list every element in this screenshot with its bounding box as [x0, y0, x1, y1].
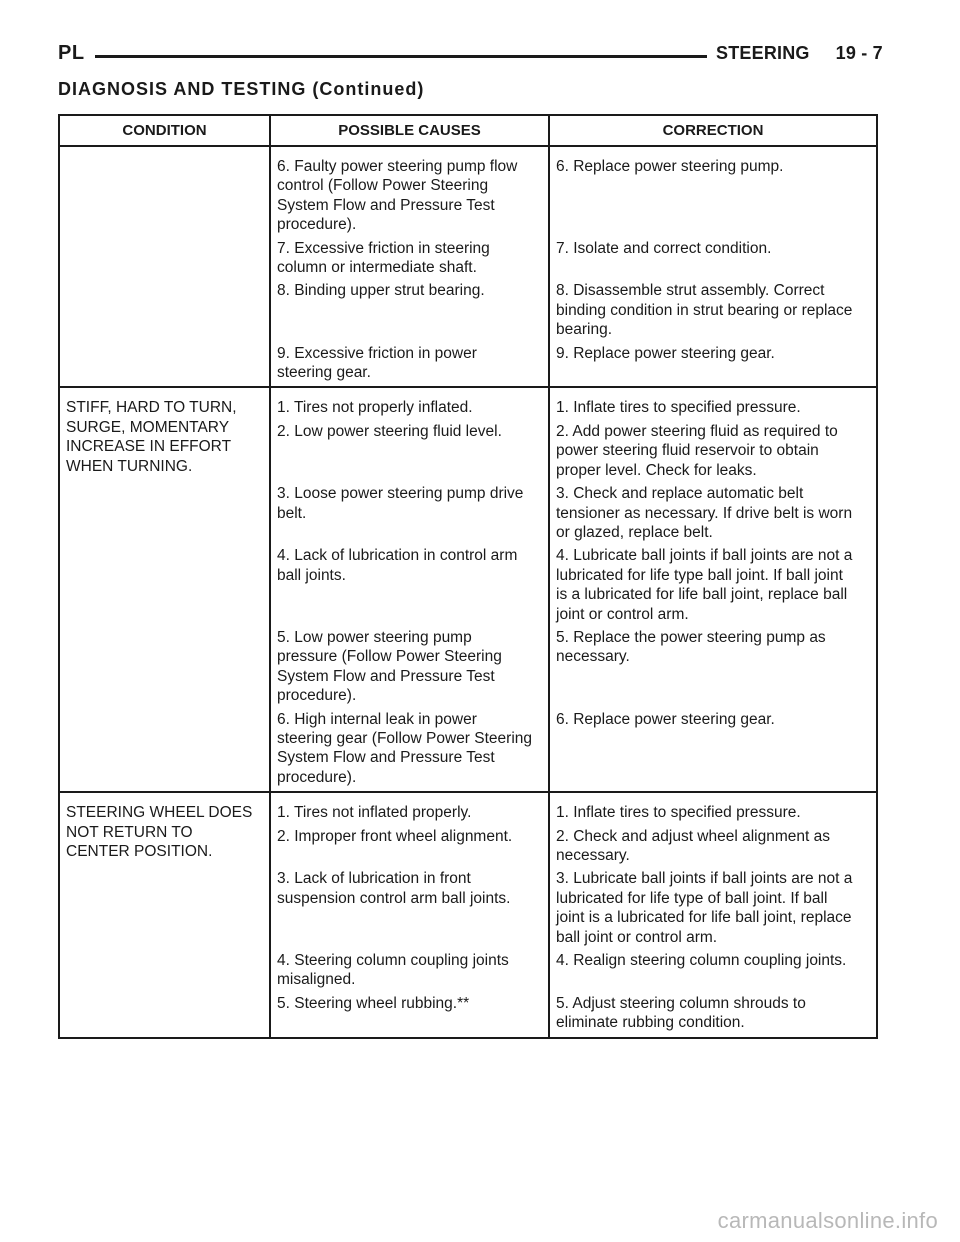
cause-text: 3. Loose power steering pump drive belt. [277, 485, 524, 522]
correction-text: 8. Disassemble strut assembly. Correct binding condition in strut bearing or replace bearing. [556, 282, 853, 339]
column-header-correction: CORRECTION [549, 115, 877, 146]
running-header [716, 43, 883, 64]
cause-cell [270, 422, 549, 484]
cause-cell [270, 387, 549, 421]
correction-text: 1. Inflate tires to specified pressure. [556, 804, 801, 822]
cause-text: 9. Excessive friction in power steering gear. [277, 344, 477, 382]
cause-text: 8. Binding upper strut bearing. [277, 282, 485, 300]
correction-cell [549, 792, 877, 826]
cause-cell [270, 710, 549, 793]
cause-cell [270, 484, 549, 546]
cause-text: 2. Low power steering fluid level. [277, 422, 502, 440]
condition-cell [59, 146, 270, 387]
cause-cell [270, 994, 549, 1038]
vehicle-code: PL [58, 42, 85, 64]
cause-cell [270, 146, 549, 239]
cause-text: 7. Excessive friction in steering column or intermediate shaft. [277, 239, 490, 277]
correction-cell [549, 710, 877, 793]
correction-text: 4. Realign steering column coupling joints. [556, 952, 847, 970]
condition-group [59, 387, 877, 792]
cause-cell [270, 869, 549, 951]
condition-cell [59, 387, 270, 792]
correction-text: 1. Inflate tires to specified pressure. [556, 399, 801, 417]
correction-cell [549, 546, 877, 628]
correction-text: 6. Replace power steering pump. [556, 158, 784, 175]
correction-text: 6. Replace power steering gear. [556, 710, 775, 728]
correction-cell [549, 239, 877, 282]
condition-text: STIFF, HARD TO TURN, SURGE, MOMENTARY INCREASE IN EFFORT WHEN TURNING. [66, 399, 237, 475]
cause-cell [270, 951, 549, 994]
correction-text: 5. Replace the power steering pump as necessary. [556, 628, 826, 666]
cause-text: 1. Tires not inflated properly. [277, 804, 472, 822]
correction-cell [549, 387, 877, 421]
cause-cell [270, 344, 549, 388]
page-number: 19 - 7 [835, 43, 883, 63]
cause-text: 1. Tires not properly inflated. [277, 399, 473, 417]
cause-text: 6. Faulty power steering pump flow control (Follow Power Steering System Flow and Pressure Test procedure). [277, 158, 518, 234]
diagnosis-table [58, 114, 878, 1039]
correction-text: 2. Add power steering fluid as required to power steering fluid reservoir to obtain proper level. Check for leaks. [556, 422, 838, 479]
cause-cell [270, 239, 549, 282]
correction-text: 5. Adjust steering column shrouds to eliminate rubbing condition. [556, 994, 806, 1032]
correction-cell [549, 344, 877, 388]
correction-text: 4. Lubricate ball joints if ball joints are not a lubricated for life type ball joint. If ball joint is a lubricated for life ball joint, replace ball joint or control arm. [556, 547, 853, 623]
cause-cell [270, 792, 549, 826]
correction-text: 3. Check and replace automatic belt tensioner as necessary. If drive belt is worn or glazed, replace belt. [556, 485, 853, 541]
header-rule [95, 55, 707, 58]
correction-cell [549, 994, 877, 1038]
table-header-row [59, 115, 877, 146]
correction-cell [549, 869, 877, 951]
cause-text: 4. Lack of lubrication in control arm ball joints. [277, 547, 518, 584]
correction-text: 3. Lubricate ball joints if ball joints are not a lubricated for life type of ball joint. If ball joint is a lubricated for life ball joint, replace ball joint or control arm. [556, 870, 853, 946]
condition-group [59, 792, 877, 1037]
correction-cell [549, 628, 877, 710]
condition-cell [59, 792, 270, 1037]
section-name: STEERING [716, 43, 810, 63]
cause-cell [270, 281, 549, 343]
correction-cell [549, 827, 877, 870]
correction-text: 2. Check and adjust wheel alignment as necessary. [556, 827, 830, 864]
correction-text: 7. Isolate and correct condition. [556, 239, 772, 257]
column-header-causes: POSSIBLE CAUSES [270, 115, 549, 146]
cause-text: 3. Lack of lubrication in front suspension control arm ball joints. [277, 870, 511, 907]
cause-text: 2. Improper front wheel alignment. [277, 827, 513, 845]
correction-cell [549, 281, 877, 343]
table-row [59, 146, 877, 239]
column-header-condition: CONDITION [59, 115, 270, 146]
correction-cell [549, 484, 877, 546]
cause-cell [270, 827, 549, 870]
condition-group [59, 146, 877, 387]
condition-text: STEERING WHEEL DOES NOT RETURN TO CENTER POSITION. [66, 804, 253, 860]
cause-text: 5. Steering wheel rubbing.** [277, 994, 470, 1012]
cause-cell [270, 628, 549, 710]
section-title: DIAGNOSIS AND TESTING (Continued) [58, 79, 425, 99]
correction-text: 9. Replace power steering gear. [556, 344, 775, 362]
table-row [59, 387, 877, 421]
correction-cell [549, 951, 877, 994]
correction-cell [549, 422, 877, 484]
cause-cell [270, 546, 549, 628]
cause-text: 6. High internal leak in power steering gear (Follow Power Steering System Flow and Pressure Test procedure). [277, 710, 533, 786]
cause-text: 5. Low power steering pump pressure (Follow Power Steering System Flow and Pressure Test procedure). [277, 628, 502, 705]
cause-text: 4. Steering column coupling joints misaligned. [277, 952, 509, 989]
correction-cell [549, 146, 877, 239]
table-row [59, 792, 877, 826]
watermark: carmanualsonline.info [717, 1208, 938, 1233]
